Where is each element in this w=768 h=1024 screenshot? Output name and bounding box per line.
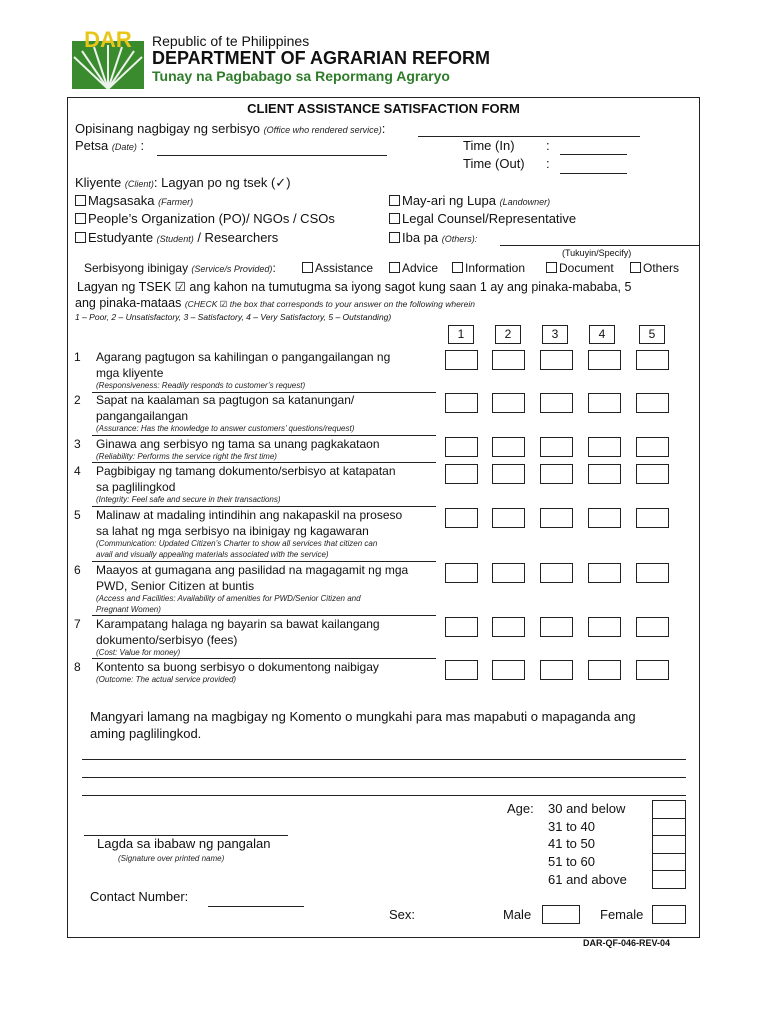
question-note: avail and visually appealing materials associated with the service) [96,550,329,559]
rating-box-5[interactable] [636,563,669,583]
scale-3: 3 [542,325,568,344]
question-note: (Integrity: Feel safe and secure in their transactions) [96,495,281,504]
rating-box-4[interactable] [588,617,621,637]
republic-line: Republic of te Philippines [152,33,310,49]
comment-field-1[interactable] [82,759,686,760]
question-note: (Assurance: Has the knowledge to answer customers’ questions/request) [96,424,355,433]
rating-box-1[interactable] [445,508,478,528]
question-text: Kontento sa buong serbisyo o dokumentong naibigay [96,660,379,674]
service-row: Serbisyong ibinigay (Service/s Provided): [84,261,276,275]
dar-logo [72,27,144,89]
rating-box-4[interactable] [588,508,621,528]
female-label: Female [600,907,644,922]
form-title: CLIENT ASSISTANCE SATISFACTION FORM [247,101,520,116]
time-in-field[interactable] [560,154,627,155]
logo-text: DAR [84,27,132,52]
age-box-1[interactable] [652,800,686,819]
row-divider [92,506,436,507]
question-note: (Reliability: Performs the service right the first time) [96,452,277,461]
date-field[interactable] [157,155,387,156]
question-number: 5 [74,508,81,522]
client-student[interactable]: Estudyante (Student) / Researchers [75,230,278,245]
checkbox[interactable] [389,213,400,224]
question-note: (Communication: Updated Citizen’s Charter to show all services that citizen can [96,539,378,548]
question-number: 4 [74,464,81,478]
comment-line2: aming paglilingkod. [90,726,202,741]
scale-1: 1 [448,325,474,344]
checkbox[interactable] [546,262,557,273]
client-landowner[interactable]: May-ari ng Lupa (Landowner) [389,193,550,208]
female-box[interactable] [652,905,686,924]
contact-field[interactable] [208,906,304,907]
client-others[interactable]: Iba pa (Others): [389,230,477,245]
rating-box-1[interactable] [445,350,478,370]
rating-box-2[interactable] [492,617,525,637]
client-label: Kliyente (Client): Lagyan po ng tsek (✓) [75,175,291,190]
rating-box-3[interactable] [540,660,573,680]
client-farmer[interactable]: Magsasaka (Farmer) [75,193,193,208]
service-advice[interactable]: Advice [389,261,438,275]
rating-box-1[interactable] [445,660,478,680]
rating-box-5[interactable] [636,464,669,484]
rating-box-1[interactable] [445,563,478,583]
tagline: Tunay na Pagbabago sa Repormang Agraryo [152,68,450,84]
question-note: (Access and Facilities: Availability of amenities for PWD/Senior Citizen and [96,594,361,603]
rating-box-3[interactable] [540,437,573,457]
question-text: Pagbibigay ng tamang dokumento/serbisyo at katapatan [96,464,396,478]
question-number: 1 [74,350,81,364]
row-divider [92,435,436,436]
age-41-50: 41 to 50 [548,836,595,851]
question-text: Ginawa ang serbisyo ng tama sa unang pagkakataon [96,437,380,451]
comment-field-3[interactable] [82,795,686,796]
row-divider [92,561,436,562]
question-number: 8 [74,660,81,674]
rating-box-3[interactable] [540,393,573,413]
rating-box-3[interactable] [540,464,573,484]
scale-4: 4 [589,325,615,344]
checkbox[interactable] [389,232,400,243]
comment-field-2[interactable] [82,777,686,778]
checkbox[interactable] [389,262,400,273]
question-text: mga kliyente [96,366,164,380]
rating-box-2[interactable] [492,508,525,528]
checkbox[interactable] [302,262,313,273]
rating-box-1[interactable] [445,437,478,457]
service-document[interactable]: Document [546,261,614,275]
client-po[interactable]: People’s Organization (PO)/ NGOs / CSOs [75,211,335,226]
rating-box-3[interactable] [540,563,573,583]
rating-box-2[interactable] [492,660,525,680]
instruction-line2: ang pinaka-mataas (CHECK ☑ the box that corresponds to your answer on the following wherein [75,296,475,310]
rating-box-5[interactable] [636,617,669,637]
checkbox[interactable] [630,262,641,273]
rating-box-1[interactable] [445,464,478,484]
question-number: 6 [74,563,81,577]
rating-box-5[interactable] [636,508,669,528]
age-31-40: 31 to 40 [548,819,595,834]
row-divider [92,462,436,463]
service-others[interactable]: Others [630,261,679,275]
rating-box-2[interactable] [492,464,525,484]
rating-box-4[interactable] [588,350,621,370]
rating-box-5[interactable] [636,350,669,370]
service-information[interactable]: Information [452,261,525,275]
row-divider [92,392,436,393]
office-label: Opisinang nagbigay ng serbisyo (Office who rendered service): [75,121,386,136]
row-divider [92,615,436,616]
question-text: Sapat na kaalaman sa pagtugon sa katanungan/ [96,393,355,407]
scale-5: 5 [639,325,665,344]
question-note: Pregnant Women) [96,605,161,614]
age-51-60: 51 to 60 [548,854,595,869]
age-30-below: 30 and below [548,801,626,816]
rating-box-2[interactable] [492,437,525,457]
rating-box-2[interactable] [492,563,525,583]
office-field[interactable] [418,136,640,137]
specify-note: (Tukuyin/Specify) [562,248,632,258]
rating-box-4[interactable] [588,563,621,583]
rating-box-5[interactable] [636,660,669,680]
question-number: 7 [74,617,81,631]
rating-box-4[interactable] [588,437,621,457]
time-out-label: Time (Out) [463,156,525,171]
age-box-4[interactable] [652,853,686,871]
rating-box-4[interactable] [588,393,621,413]
rating-box-4[interactable] [588,660,621,680]
scale-note: 1 – Poor, 2 – Unsatisfactory, 3 – Satisfactory, 4 – Very Satisfactory, 5 – Outstanding) [75,312,392,322]
service-assistance[interactable]: Assistance [302,261,373,275]
contact-label: Contact Number: [90,889,189,904]
rating-box-5[interactable] [636,437,669,457]
checkbox[interactable] [452,262,463,273]
others-specify-field[interactable] [500,245,700,246]
question-text: PWD, Senior Citizen at buntis [96,579,255,593]
time-out-field[interactable] [560,173,627,174]
age-box-3[interactable] [652,835,686,854]
rating-box-3[interactable] [540,350,573,370]
checkbox[interactable] [75,213,86,224]
rating-box-2[interactable] [492,393,525,413]
age-box-5[interactable] [652,870,686,889]
question-text: Malinaw at madaling intindihin ang nakapaskil na proseso [96,508,403,522]
question-text: sa lahat ng mga serbisyo na ibinigay ng kagawaran [96,524,369,538]
department-name: DEPARTMENT OF AGRARIAN REFORM [152,48,490,68]
time-in-colon: : [546,138,550,153]
question-note: (Cost: Value for money) [96,648,181,657]
question-note: (Responsiveness: Readily responds to customer’s request) [96,381,306,390]
form-code: DAR-QF-046-REV-04 [583,938,671,948]
question-number: 2 [74,393,81,407]
question-text: Karampatang halaga ng bayarin sa bawat kailangang [96,617,380,631]
male-box[interactable] [542,905,580,924]
checkbox[interactable] [75,195,86,206]
time-in-label: Time (In) [463,138,515,153]
rating-box-3[interactable] [540,617,573,637]
rating-box-1[interactable] [445,393,478,413]
time-out-colon: : [546,156,550,171]
age-box-2[interactable] [652,818,686,836]
question-text: pangangailangan [96,409,189,423]
checkbox[interactable] [75,232,86,243]
rating-box-4[interactable] [588,464,621,484]
sex-label: Sex: [389,907,416,922]
question-text: Agarang pagtugon sa kahilingan o pangangailangan ng [96,350,391,364]
signature-note: (Signature over printed name) [118,854,225,863]
signature-label: Lagda sa ibabaw ng pangalan [97,836,271,851]
row-divider [92,658,436,659]
scale-2: 2 [495,325,521,344]
client-legal[interactable]: Legal Counsel/Representative [389,211,576,226]
male-label: Male [503,907,532,922]
age-label: Age: [507,801,534,816]
rating-box-5[interactable] [636,393,669,413]
question-text: sa paglilingkod [96,480,176,494]
question-number: 3 [74,437,81,451]
question-text: dokumento/serbisyo (fees) [96,633,238,647]
rating-box-1[interactable] [445,617,478,637]
question-text: Maayos at gumagana ang pasilidad na magagamit ng mga [96,563,409,577]
comment-line1: Mangyari lamang na magbigay ng Komento o mungkahi para mas mapabuti o mapaganda ang [90,709,636,724]
age-61-above: 61 and above [548,872,627,887]
instruction-line1: Lagyan ng TSEK ☑ ang kahon na tumutugma sa iyong sagot kung saan 1 ay ang pinaka-mababa, 5 [77,280,632,294]
checkbox[interactable] [389,195,400,206]
question-note: (Outcome: The actual service provided) [96,675,237,684]
rating-box-2[interactable] [492,350,525,370]
rating-box-3[interactable] [540,508,573,528]
date-label: Petsa (Date) : [75,138,145,153]
